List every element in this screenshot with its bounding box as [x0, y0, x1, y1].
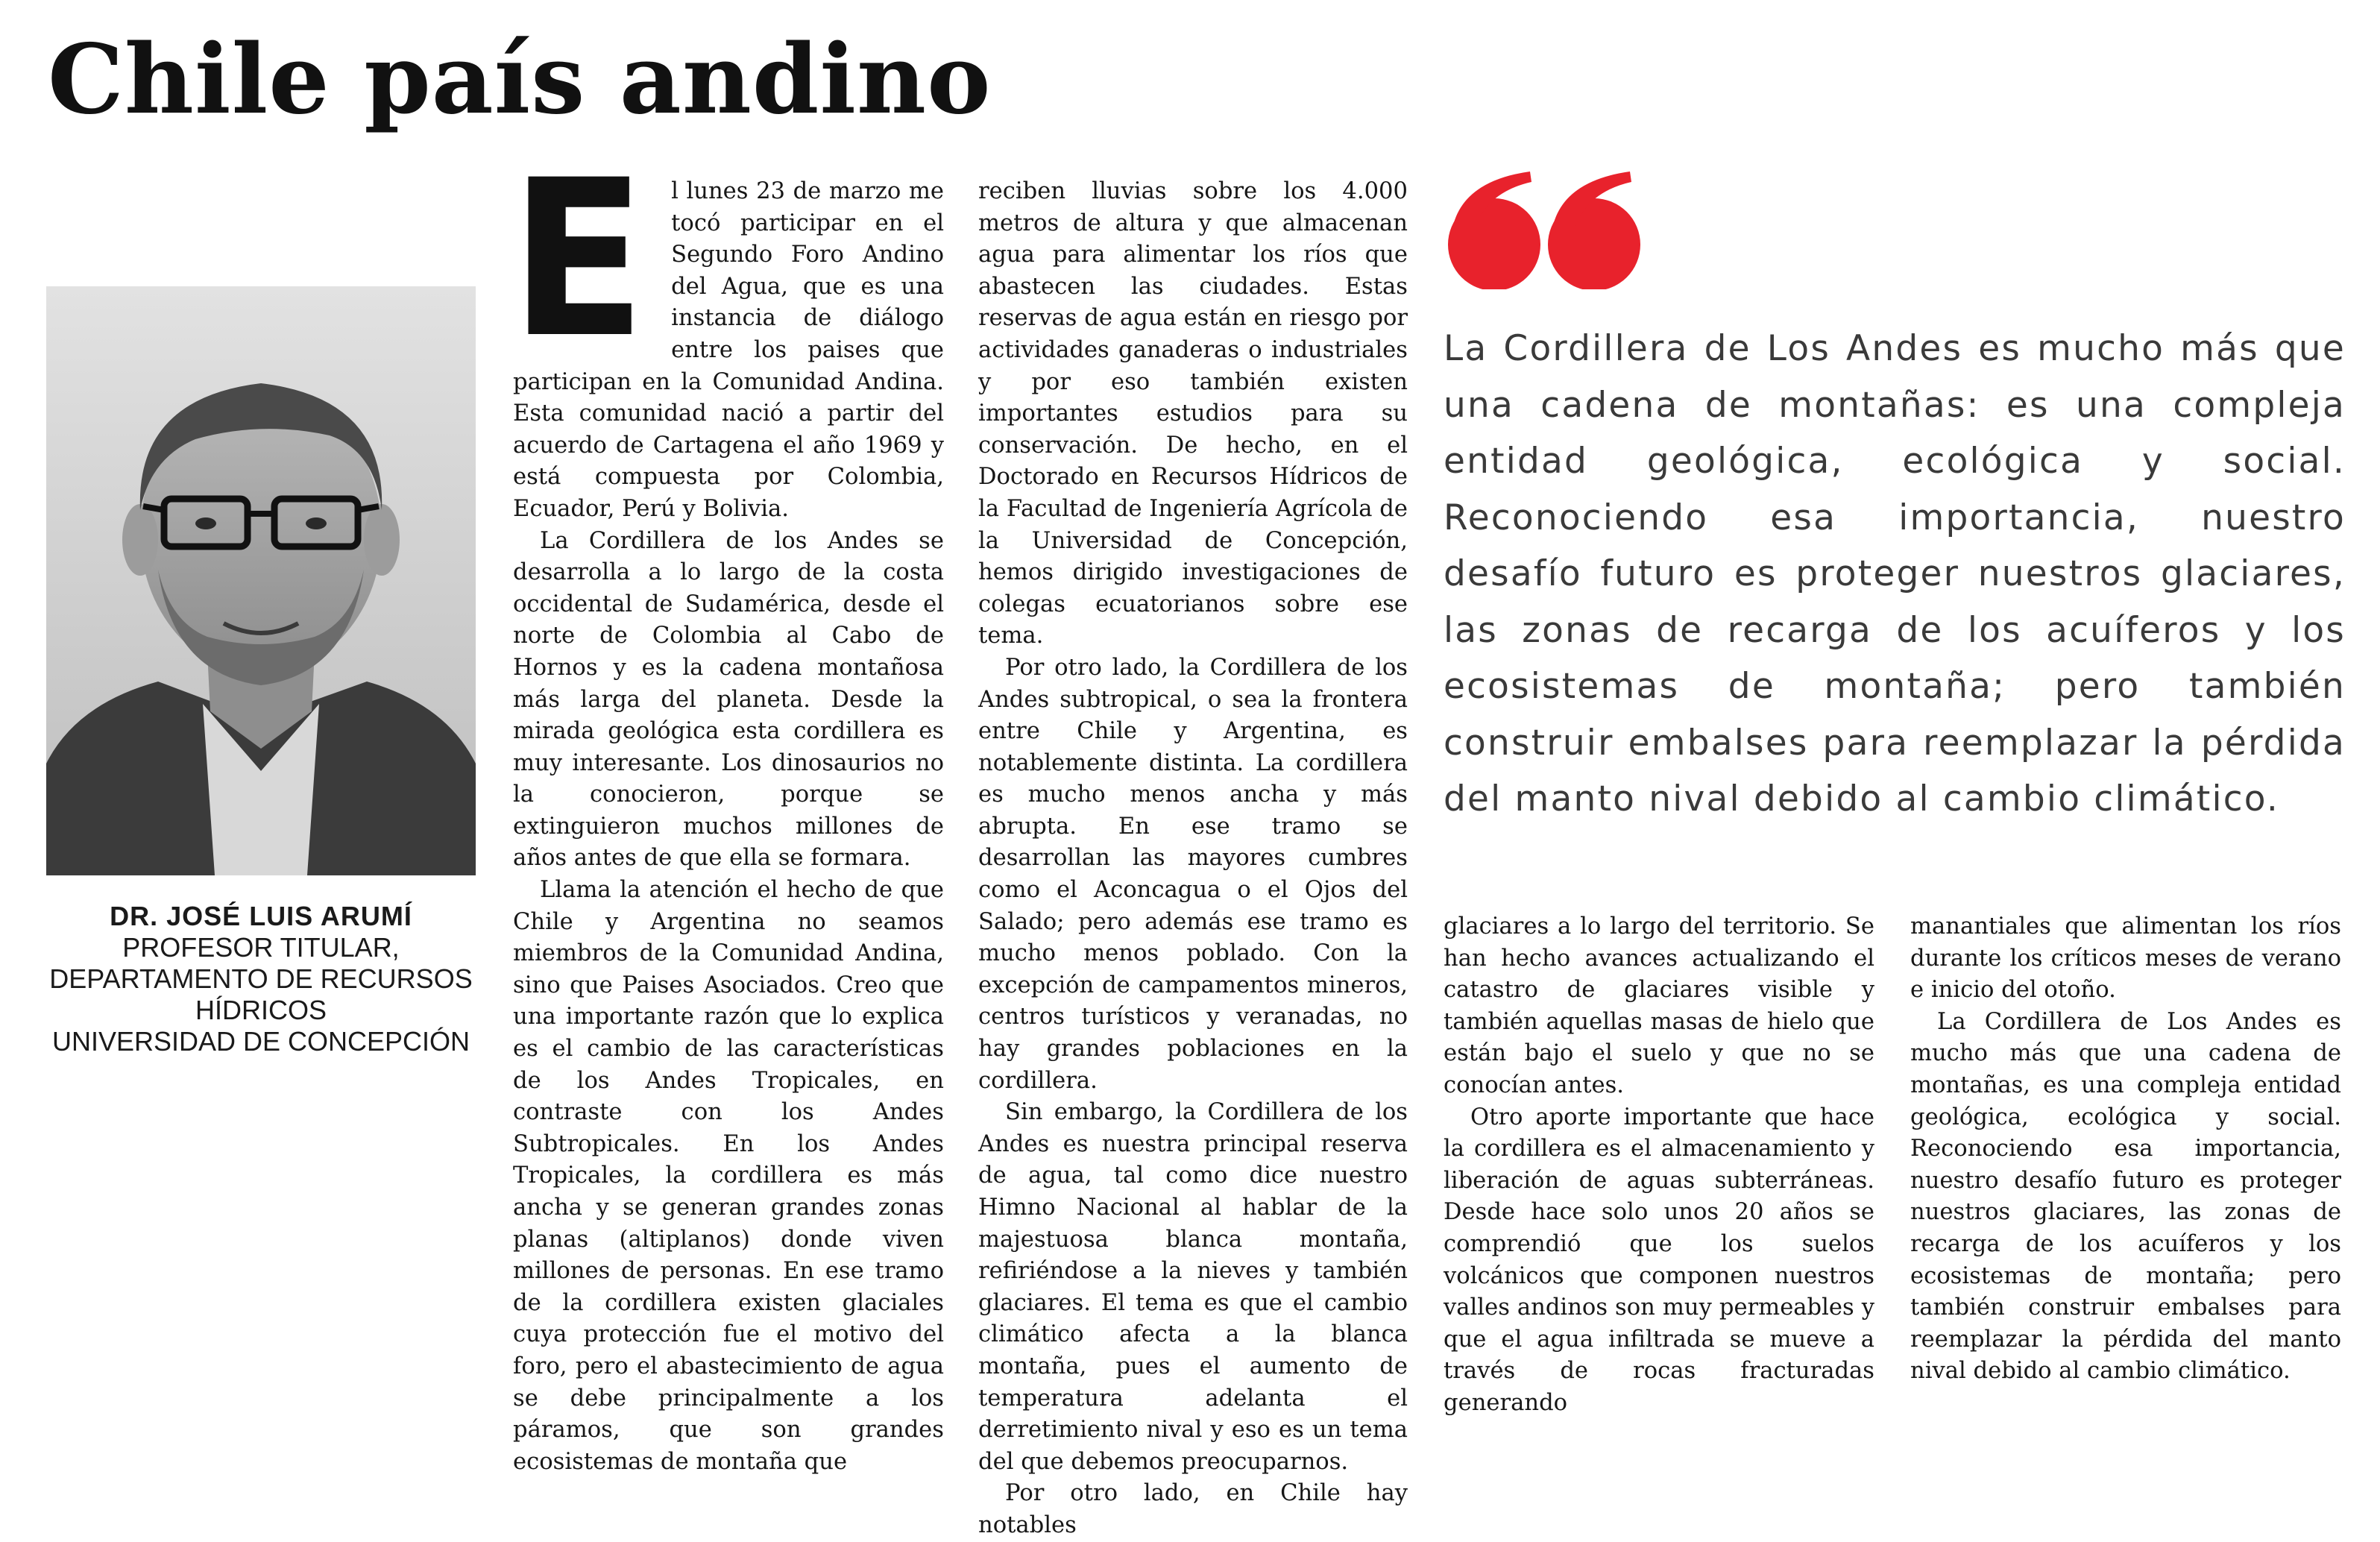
article-paragraph: Sin embargo, la Cordillera de los Andes es nuestra principal reserva de agua, tal como dice nuestro Himno Nacional al hablar de la majestuosa blanca montaña, refiriéndose a la nieves y también glaciares. El tema es que el cambio climático afecta a la blanca montaña, pues el aumento de temperatura adelanta el derretimiento nival y eso es un tema del que debemos preocuparnos. [978, 1099, 1408, 1475]
article-paragraph: reciben lluvias sobre los 4.000 metros de altura y que almacenan agua para alimentar los ríos que abastecen las ciudades. Estas reservas de agua están en riesgo por actividades ganaderas o industriales y por eso también existen importantes estudios para su conservación. De hecho, en el Doctorado en Recursos Hídricos de la Facultad de Ingeniería Agrícola de la Universidad de Concepción, hemos dirigido investigaciones de colegas ecuatorianos sobre ese tema. [978, 178, 1408, 649]
article-paragraph: glaciares a lo largo del territorio. Se han hecho avances actualizando el catastro de glaciares visible y también aquellas masas de hielo que están bajo el suelo y que no se conocían antes. [1444, 913, 1874, 1098]
author-title: PROFESOR TITULAR, [122, 932, 400, 963]
article-column-4 [1910, 911, 2341, 1388]
article-paragraph: manantiales que alimentan los ríos durante los críticos meses de verano e inicio del otoño. [1910, 913, 2341, 1004]
article-paragraph: La Cordillera de Los Andes es mucho más que una cadena de montañas, es una compleja entidad geológica, ecológica y social. Reconociendo esa importancia, nuestro desafío futuro es proteger nuestros glaciares, las zonas de recarga de los acuíferos y los ecosistemas de montaña; pero también construir embalses para reemplazar la pérdida del manto nival debido al cambio climático. [1910, 1008, 2341, 1385]
pull-quote: La Cordillera de Los Andes es mucho más que una cadena de montañas: es una compleja entidad geológica, ecológica y social. Reconociendo esa importancia, nuestro desafío futuro es proteger nuestros glaciares, las zonas de recarga de los acuíferos y los ecosistemas de montaña; pero también construir embalses para reemplazar la pérdida del manto nival debido al cambio climático. [1444, 328, 2346, 819]
drop-cap: E [510, 134, 646, 386]
author-department: DEPARTAMENTO DE RECURSOS [49, 963, 473, 994]
article-paragraph: La Cordillera de los Andes se desarrolla a lo largo de la costa occidental de Sudamérica, desde el norte de Colombia al Cabo de Hornos y es la cadena montañosa más larga del planeta. Desde la mirada geológica esta cordillera es muy interesante. Los dinosaurios no la conocieron, porque se extinguieron muchos millones de años antes de que ella se formara. [513, 527, 944, 872]
article-column-1 [510, 134, 944, 1478]
author-university: UNIVERSIDAD DE CONCEPCIÓN [51, 1026, 470, 1057]
article-paragraph: Por otro lado, la Cordillera de los Andes subtropical, o sea la frontera entre Chile y Argentina, es notablemente distinta. La cordillera es mucho menos ancha y más abrupta. En ese tramo se desarrollan las mayores cumbres como el Aconcagua o el Ojos del Salado; pero además ese tramo es mucho menos poblado. Con la excepción de campamentos mineros, centros turísticos y veranadas, no hay grandes poblaciones en la cordillera. [978, 654, 1408, 1094]
headline: Chile país andino [48, 24, 992, 136]
article-column-2 [978, 176, 1408, 1542]
byline [30, 901, 492, 1057]
article-paragraph: Por otro lado, en Chile hay notables [978, 1480, 1408, 1538]
author-photo [46, 286, 476, 875]
author-department-cont: HÍDRICOS [195, 995, 327, 1025]
quote-marks-icon [1444, 167, 1645, 289]
article-paragraph: Llama la atención el hecho de que Chile y Argentina no seamos miembros de la Comunidad Andina, sino que Paises Asociados. Creo que una importante razón que lo explica es el cambio de las características de los Andes Tropicales, en contraste con los Andes Subtropicales. En los Andes Tropicales, la cordillera es más ancha y se generan grandes zonas planas (altiplanos) donde viven millones de personas. En ese tramo de la cordillera existen glaciales cuya protección fue el motivo del foro, pero el abastecimiento de agua se debe principalmente a los páramos, que son grandes ecosistemas de montaña que [513, 877, 944, 1475]
article-paragraph: Otro aporte importante que hace la cordillera es el almacenamiento y liberación de aguas subterráneas. Desde hace solo unos 20 años se comprendió que los suelos volcánicos que componen nuestros valles andinos son muy permeables y que el agua infiltrada se mueve a través de rocas fracturadas generando [1444, 1104, 1874, 1416]
article-column-3 [1444, 911, 1874, 1420]
author-name: DR. JOSÉ LUIS ARUMÍ [110, 901, 412, 931]
article-paragraph: E l lunes 23 de marzo me tocó participar en el Segundo Foro Andino del Agua, que es una instancia de diálogo entre los paises que participan en la Comunidad Andina. Esta comunidad nació a partir del acuerdo de Cartagena el año 1969 y está compuesta por Colombia, Ecuador, Perú y Bolivia. [510, 134, 944, 522]
